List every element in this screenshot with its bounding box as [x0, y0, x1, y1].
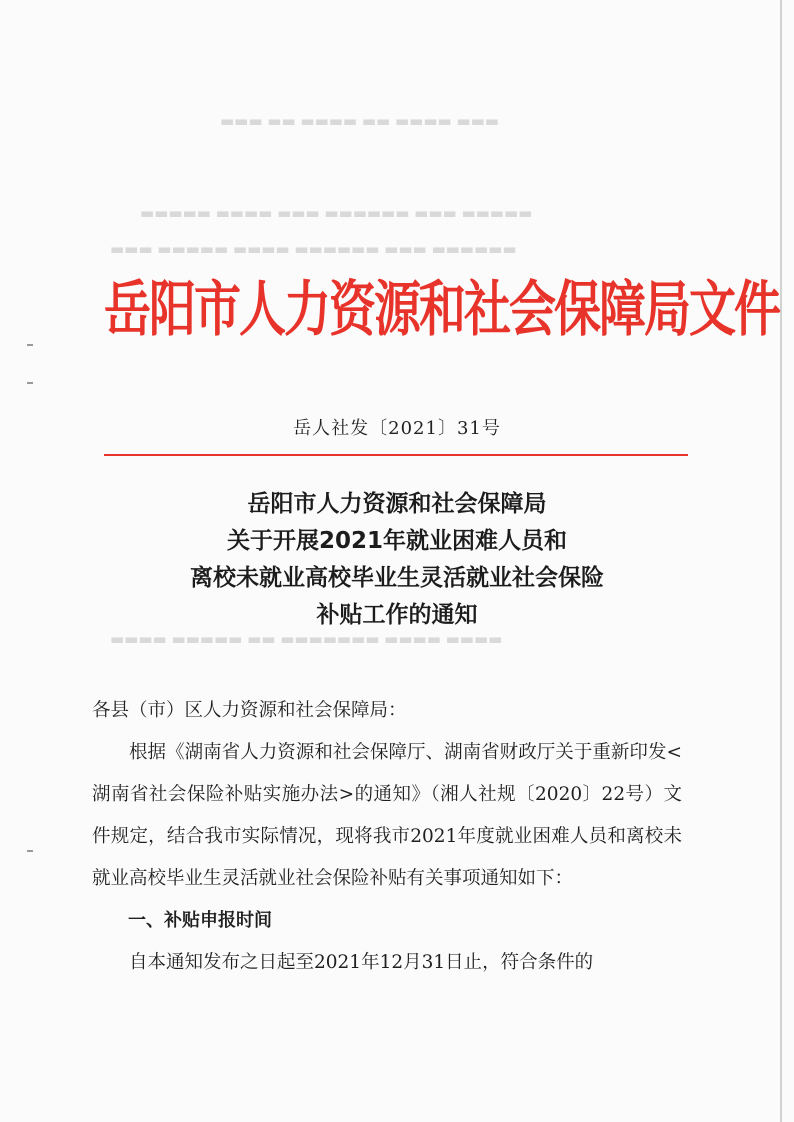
title-line: 关于开展2021年就业困难人员和	[226, 528, 567, 554]
scan-edge-mark	[27, 344, 33, 346]
show-through-texture: ▬▬▬▬ ▬▬▬▬▬ ▬▬ ▬▬▬▬▬▬▬ ▬▬▬▬ ▬▬▬▬	[110, 630, 503, 648]
scan-edge-mark	[27, 850, 33, 852]
salutation: 各县（市）区人力资源和社会保障局：	[92, 700, 407, 721]
document-body	[92, 690, 682, 984]
body-paragraph: 自本通知发布之日起至2021年12月31日止，符合条件的	[129, 952, 594, 973]
document-title	[0, 486, 794, 634]
title-line: 离校未就业高校毕业生灵活就业社会保险	[190, 565, 604, 591]
red-divider-line	[104, 454, 688, 456]
show-through-texture: ▬▬▬ ▬▬ ▬▬▬▬ ▬▬ ▬▬▬▬ ▬▬▬	[220, 112, 499, 130]
show-through-texture: ▬▬▬▬▬ ▬▬▬▬ ▬▬▬ ▬▬▬▬▬▬ ▬▬▬ ▬▬▬▬▬	[140, 204, 533, 222]
body-paragraph: 根据《湖南省人力资源和社会保障厅、湖南省财政厅关于重新印发<湖南省社会保险补贴实施办法>的通知》（湘人社规〔2020〕22号）文件规定，结合我市实际情况，现将我市2021年度就业困难人员和离校未就业高校毕业生灵活就业社会保险补贴有关事项通知如下：	[92, 742, 682, 889]
title-line: 补贴工作的通知	[316, 602, 478, 628]
document-masthead: 岳阳市人力资源和社会保障局文件	[104, 274, 779, 346]
scan-edge-mark	[27, 382, 33, 384]
document-number: 岳人社发〔2021〕31号	[293, 418, 501, 439]
show-through-texture: ▬▬▬ ▬▬▬▬▬ ▬▬▬▬ ▬▬▬▬▬▬ ▬▬▬ ▬▬▬▬▬▬	[110, 240, 517, 258]
title-line: 岳阳市人力资源和社会保障局	[247, 491, 547, 517]
section-heading: 一、补贴申报时间	[128, 910, 272, 931]
